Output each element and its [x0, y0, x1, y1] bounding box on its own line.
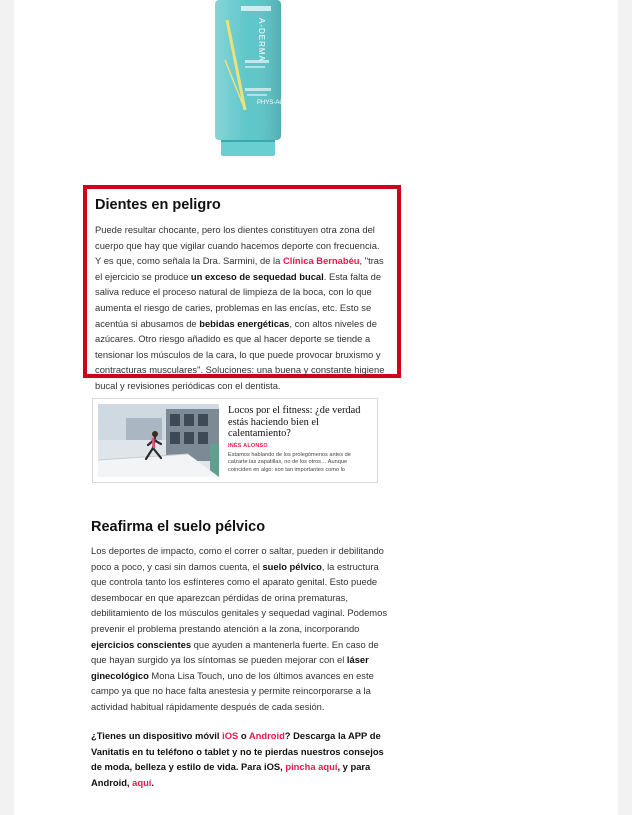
app-download-cta [91, 728, 389, 790]
text-span: ¿Tienes un dispositivo móvil [91, 730, 223, 741]
text-span: , "tras el ejercicio se produce [95, 255, 384, 282]
related-article-title[interactable]: Locos por el fitness: ¿de verdad estás haciendo bien el calentamiento? [228, 405, 361, 439]
section-paragraph-dientes [95, 222, 387, 394]
highlighted-section [83, 185, 401, 391]
related-article-author[interactable]: INÉS ALONSO [228, 442, 268, 449]
text-span: . [151, 776, 155, 788]
bold-text: suelo pélvico [262, 560, 322, 572]
text-span: , la estructura que controla tanto los esfínteres como el aparato genital. Esto puede desembocar en que aparezcan pérdidas de orina prematuras, debilitamiento de los músculos genitales y sequedad vaginal. Podemos prevenir el problema prestando atención a la zona, incorporando [91, 560, 388, 634]
bold-text: bebidas energéticas [199, 317, 290, 329]
section-title-suelo-pelvico: Reafirma el suelo pélvico [91, 519, 266, 535]
article-page [14, 0, 618, 815]
bold-text: láser ginecológico [91, 654, 369, 681]
runner-photo-illustration [98, 404, 219, 477]
text-span: , y para Android, [91, 761, 371, 788]
text-span: . Esta falta de saliva reduce el proceso natural de limpieza de la boca, con lo que aumenta el riesgo de caries, problemas en las encías, etc. Esto se acentúa si abusamos de [95, 270, 382, 329]
related-article-card[interactable] [92, 398, 378, 483]
text-span: que ayuden a mantenerla fuerte. En caso de que hayan surgido ya los síntomas se pueden mejorar con el [91, 638, 379, 666]
text-span: Puede resultar chocante, pero los dientes constituyen otra zona del cuerpo que hay que vigilar cuando hacemos deporte con frecuencia. Y es que, como señala la Dra. Sarmini, de la [95, 224, 380, 267]
section-title-dientes: Dientes en peligro [95, 197, 221, 213]
text-span: , con altos niveles de azúcares. Otro riesgo añadido es que al hacer deporte se tiende a tensionar los músculos de la cara, lo que puede provocar bruxismo y contracturas musculares". Soluciones: una buena y constante higiene bucal y revisiones periódicas con el dentista. [95, 317, 385, 391]
text-span: o [238, 730, 249, 741]
link-android[interactable]: Android [248, 730, 285, 741]
link-ios[interactable]: iOS [222, 730, 239, 741]
text-span: ? Descarga la APP de Vanitatis en tu teléfono o tablet y no te pierdas nuestros consejos de moda, belleza y estilo de vida. Para iOS, [91, 730, 384, 773]
link-pincha-aqui[interactable]: pincha aquí [285, 761, 338, 773]
text-span: Mona Lisa Touch, uno de los últimos avances en este campo ya que no hace falta anestesia y permite reincorporarse a la actividad habitual rápidamente después de cada sesión. [91, 669, 374, 712]
aderma-bottle-illustration [205, 0, 291, 160]
related-article-text [228, 405, 369, 474]
product-brand-text: A-DERMA [257, 18, 266, 62]
product-line-text: PHYS-AC [257, 100, 284, 106]
bold-text: un exceso de sequedad bucal [190, 270, 324, 282]
bold-text: ejercicios conscientes [91, 638, 192, 650]
related-article-excerpt: Estamos hablando de los prolegómenos antes de calzarte las zapatillas, no de los otros… Aunque coinciden en algo: son tan importantes como lo [228, 451, 351, 473]
link-aqui[interactable]: aquí [132, 776, 152, 788]
section-suelo-pelvico [91, 519, 389, 715]
link-clinica-bernabeu[interactable]: Clínica Bernabéu [282, 255, 360, 267]
text-span: Los deportes de impacto, como el correr o saltar, pueden ir debilitando poco a poco, y casi sin damos cuenta, el [91, 545, 384, 572]
section-paragraph-suelo-pelvico [91, 543, 389, 715]
related-article-image[interactable] [98, 404, 219, 477]
product-image [205, 0, 291, 160]
